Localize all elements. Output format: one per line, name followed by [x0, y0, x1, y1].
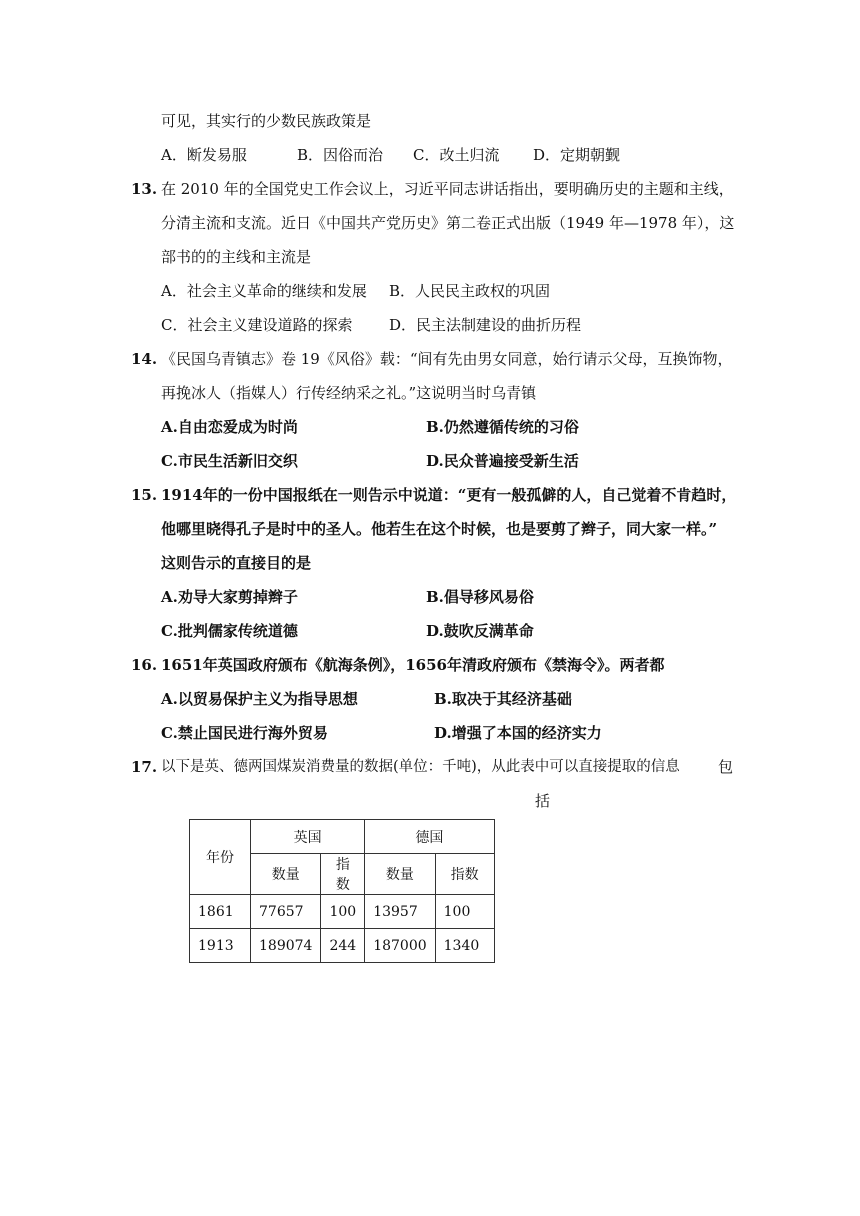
q13-line: 部书的的主线和主流是	[161, 248, 312, 266]
q17-line: 以下是英、德两国煤炭消费量的数据(单位：千吨)，从此表中可以直接提取的信息	[161, 759, 680, 775]
coal-table-wrapper	[180, 815, 510, 954]
table-cell: 77657	[251, 895, 321, 929]
year-header: 年份	[190, 820, 251, 895]
table-cell: 187000	[365, 929, 435, 963]
table-cell: 100	[435, 895, 494, 929]
q15-option-d: D.鼓吹反满革命	[426, 622, 534, 640]
table-cell: 13957	[365, 895, 435, 929]
q14-option-b: B.仍然遵循传统的习俗	[426, 418, 579, 436]
q12-option-a: A．断发易服	[161, 146, 247, 164]
q16-option-d: D.增强了本国的经济实力	[434, 724, 602, 742]
sub-header: 数量	[365, 854, 435, 895]
table-cell: 1913	[190, 929, 251, 963]
sub-header: 指数	[321, 854, 365, 895]
group-header-germany: 德国	[365, 820, 494, 854]
q15-line: 1914年的一份中国报纸在一则告示中说道：“更有一般孤僻的人，自己觉着不肯趋时，	[161, 486, 737, 504]
q16-number: 16.	[131, 656, 158, 674]
table-cell: 1861	[190, 895, 251, 929]
q14-line: 《民国乌青镇志》卷 19《风俗》载：“间有先由男女同意，始行请示父母，互换饰物，	[161, 350, 733, 368]
q13-option-a: A．社会主义革命的继续和发展	[161, 282, 367, 300]
q13-option-b: B．人民民主政权的巩固	[389, 282, 551, 300]
q12-option-c: C．改土归流	[413, 146, 500, 164]
q13-line: 在 2010 年的全国党史工作会议上，习近平同志讲话指出，要明确历史的主题和主线，	[161, 180, 734, 198]
table-header-row	[190, 820, 495, 854]
q17-line: 括	[535, 792, 551, 810]
q15-option-b: B.倡导移风易俗	[426, 588, 534, 606]
q15-line: 他哪里晓得孔子是时中的圣人。他若生在这个时候，也是要剪了辫子，同大家一样。”	[161, 520, 718, 538]
q16-option-c: C.禁止国民进行海外贸易	[161, 724, 328, 742]
sub-header: 数量	[251, 854, 321, 895]
q15-option-a: A.劝导大家剪掉辫子	[161, 588, 298, 606]
q16-option-a: A.以贸易保护主义为指导思想	[161, 690, 358, 708]
q14-option-a: A.自由恋爱成为时尚	[161, 418, 298, 436]
q13-option-c: C．社会主义建设道路的探索	[161, 316, 353, 334]
q14-line: 再挽冰人（指媒人）行传经纳采之礼。”这说明当时乌青镇	[161, 384, 537, 402]
q12-option-b: B．因俗而治	[297, 146, 384, 164]
q16-option-b: B.取决于其经济基础	[434, 690, 572, 708]
sub-header: 指数	[435, 854, 494, 895]
q15-option-c: C.批判儒家传统道德	[161, 622, 298, 640]
q13-option-d: D．民主法制建设的曲折历程	[389, 316, 582, 334]
q14-option-c: C.市民生活新旧交织	[161, 452, 298, 470]
q15-line: 这则告示的直接目的是	[161, 554, 312, 572]
q13-number: 13.	[131, 180, 158, 198]
q13-line: 分清主流和支流。近日《中国共产党历史》第二卷正式出版（1949 年—1978 年），这	[161, 214, 735, 232]
table-row	[190, 895, 495, 929]
table-cell: 189074	[251, 929, 321, 963]
q16-line: 1651年英国政府颁布《航海条例》，1656年清政府颁布《禁海令》。两者都	[161, 656, 665, 674]
intro-line: 可见，其实行的少数民族政策是	[161, 112, 372, 130]
table-cell: 100	[321, 895, 365, 929]
table-cell: 1340	[435, 929, 494, 963]
q17-number: 17.	[131, 758, 158, 776]
q14-number: 14.	[131, 350, 158, 368]
q17-line-tail: 包	[718, 758, 734, 776]
q15-number: 15.	[131, 486, 158, 504]
table-row	[190, 929, 495, 963]
coal-consumption-table	[189, 819, 495, 963]
q14-option-d: D.民众普遍接受新生活	[426, 452, 579, 470]
table-cell: 244	[321, 929, 365, 963]
group-header-uk: 英国	[251, 820, 365, 854]
q12-option-d: D．定期朝觐	[533, 146, 621, 164]
